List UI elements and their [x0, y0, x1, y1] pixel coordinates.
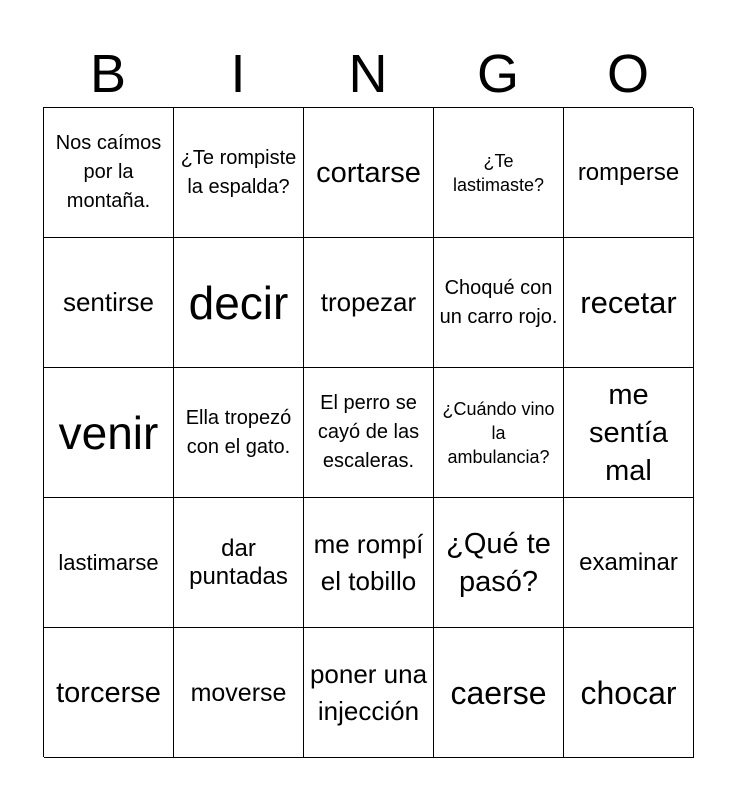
cell-text: recetar: [580, 284, 677, 320]
bingo-cell[interactable]: [564, 628, 694, 758]
bingo-cell[interactable]: [304, 498, 434, 628]
header-letter-o: O: [606, 44, 649, 104]
cell-text: me rompí el tobillo: [313, 528, 424, 596]
cell-text: me sentía mal: [589, 378, 668, 487]
bingo-cell[interactable]: [44, 628, 174, 758]
cell-text: chocar: [580, 674, 677, 711]
bingo-cell[interactable]: [564, 238, 694, 368]
bingo-cell[interactable]: [434, 498, 564, 628]
bingo-cell[interactable]: [174, 368, 304, 498]
cell-text: El perro se cayó de las escaleras.: [317, 392, 420, 472]
bingo-cell[interactable]: [304, 628, 434, 758]
cell-text: Ella tropezó con el gato.: [185, 406, 292, 458]
bingo-cell[interactable]: [44, 108, 174, 238]
cell-text: Nos caímos por la montaña.: [55, 132, 162, 212]
cell-text: ¿Te lastimaste?: [452, 150, 545, 195]
cell-text: examinar: [579, 548, 678, 576]
cell-text: caerse: [450, 674, 547, 711]
bingo-cell[interactable]: [434, 628, 564, 758]
bingo-cell[interactable]: [564, 368, 694, 498]
cell-text: ¿Cuándo vino la ambulancia?: [442, 398, 555, 467]
bingo-cell[interactable]: [564, 108, 694, 238]
bingo-cell[interactable]: [174, 628, 304, 758]
bingo-board: [43, 107, 693, 757]
cell-text: lastimarse: [58, 550, 159, 575]
header-letter-g: G: [476, 44, 519, 104]
bingo-cell[interactable]: [434, 108, 564, 238]
bingo-cell[interactable]: [304, 368, 434, 498]
bingo-cell[interactable]: [44, 368, 174, 498]
cell-text: moverse: [190, 678, 287, 707]
cell-text: dar puntadas: [189, 534, 288, 590]
bingo-cell[interactable]: [174, 108, 304, 238]
bingo-cell[interactable]: [564, 498, 694, 628]
bingo-cell[interactable]: [44, 498, 174, 628]
bingo-cell[interactable]: [304, 108, 434, 238]
cell-text: cortarse: [316, 156, 421, 189]
bingo-cell[interactable]: [44, 238, 174, 368]
bingo-cell[interactable]: [174, 238, 304, 368]
cell-text: decir: [188, 276, 289, 329]
cell-text: Choqué con un carro rojo.: [439, 276, 558, 328]
cell-text: poner una injección: [309, 658, 428, 726]
cell-text: torcerse: [56, 676, 161, 709]
bingo-cell[interactable]: [434, 238, 564, 368]
cell-text: tropezar: [320, 287, 417, 317]
cell-text: sentirse: [62, 287, 155, 317]
cell-text: ¿Qué te pasó?: [446, 527, 551, 598]
header-letter-n: N: [348, 44, 388, 104]
bingo-cell[interactable]: [434, 368, 564, 498]
bingo-cell[interactable]: [304, 238, 434, 368]
cell-text: ¿Te rompiste la espalda?: [180, 146, 297, 198]
header-letter-i: I: [230, 44, 246, 104]
cell-text: venir: [58, 406, 159, 459]
bingo-cell[interactable]: [174, 498, 304, 628]
header-letter-b: B: [89, 44, 127, 104]
bingo-header: [43, 40, 693, 108]
cell-text: romperse: [577, 158, 680, 186]
